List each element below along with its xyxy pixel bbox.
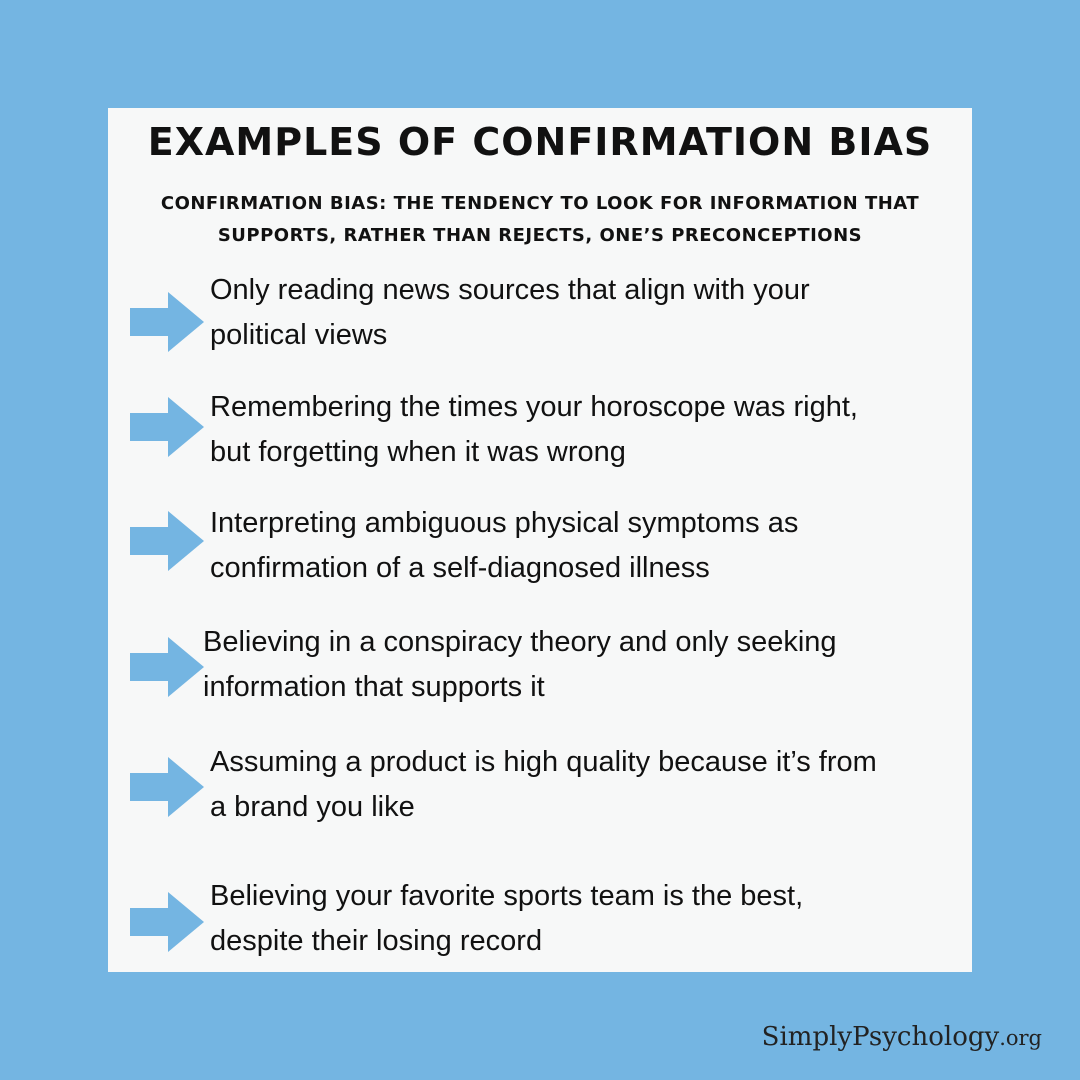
list-item-text: Remembering the times your horoscope was right, but forgetting when it was wrong	[210, 391, 858, 468]
content-card	[108, 108, 972, 972]
list-item	[108, 874, 972, 964]
list-item	[108, 268, 972, 358]
source-watermark	[762, 1022, 1042, 1052]
arrow-right-icon	[130, 292, 204, 352]
arrow-right-icon	[130, 757, 204, 817]
list-item-text: Interpreting ambiguous physical symptoms as confirmation of a self-diagnosed illness	[210, 507, 799, 584]
definition-subtitle: CONFIRMATION BIAS: THE TENDENCY TO LOOK FOR INFORMATION THAT SUPPORTS, RATHER THAN REJECTS, ONE’S PRECONCEPTIONS	[160, 193, 920, 246]
list-item-text: Assuming a product is high quality because it’s from a brand you like	[210, 746, 877, 823]
arrow-right-icon	[130, 637, 204, 697]
list-item-text: Believing your favorite sports team is the best, despite their losing record	[210, 880, 804, 957]
page-title: EXAMPLES OF CONFIRMATION BIAS	[147, 120, 933, 164]
list-item	[108, 740, 972, 830]
list-item	[108, 385, 972, 475]
list-item	[108, 620, 972, 710]
watermark-brand: SimplyPsychology	[761, 1022, 1000, 1052]
arrow-right-icon	[130, 511, 204, 571]
list-item-text: Believing in a conspiracy theory and only seeking information that supports it	[203, 626, 837, 703]
list-item	[108, 501, 972, 591]
watermark-tld: .org	[999, 1026, 1042, 1050]
list-item-text: Only reading news sources that align with your political views	[210, 274, 810, 351]
arrow-right-icon	[130, 397, 204, 457]
arrow-right-icon	[130, 892, 204, 952]
